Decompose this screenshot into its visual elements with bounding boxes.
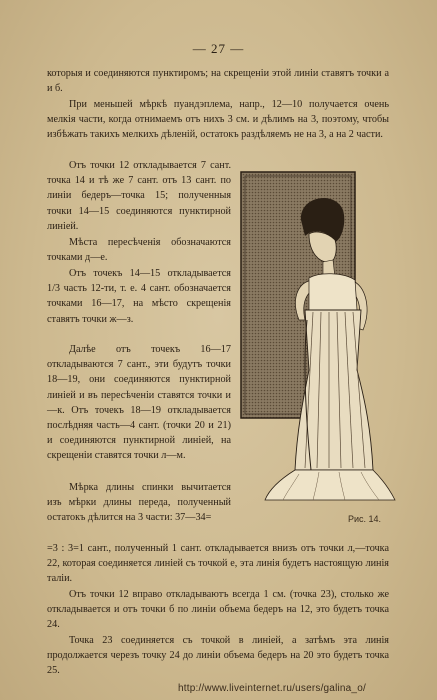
paragraph-8: =3 : 3=1 сант., полученный 1 сант. откладывается внизъ отъ точки л,—точка 22, которая соединяется линiей съ точкой е, эта линiя будетъ настоящую линiя талiи.: [47, 543, 389, 585]
paragraph-1: которыя и соединяются пунктиромъ; на скрещенiи этой линiи ставятъ точки а и б.: [47, 68, 389, 95]
corset-figure-illustration: [239, 170, 399, 504]
paragraph-3: Отъ точки 12 откладывается 7 сант. точка 14 и тѣ же 7 сант. отъ 13 сант. по линiи бедеръ—точка 15; полученныя точки 14—15 соединяются пунктирной линiей.: [47, 160, 231, 232]
paragraph-5: Отъ точекъ 14—15 откладывается 1/3 часть 12-ти, т. е. 4 сант. обозначается точками 16—17, на мѣсто скрещенiя ставятъ точки ж—з.: [47, 268, 231, 325]
page-number: — 27 —: [192, 41, 245, 56]
paragraph-7: Мѣрка длины спинки вычитается изъ мѣрки длины переда, полученный остатокъ дѣлится на 3 части: 37—34=: [47, 482, 231, 524]
paragraph-9: Отъ точки 12 вправо откладываютъ всегда 1 см. (точка 23), столько же откладывается и отъ точки б по линiи объема бедеръ на 12, это будетъ точка 24.: [47, 589, 389, 631]
paragraph-4: Мѣста пересѣченiя обозначаются точками д—е.: [47, 237, 231, 264]
paragraph-10: Точка 23 соединяется съ точкой в линiей, а затѣмъ эта линiя продолжается черезъ точку 24 до линiи объема бедеръ на 20 это будетъ точка 25.: [47, 635, 389, 677]
figure-caption: Рис. 14.: [348, 514, 382, 524]
paragraph-2: При меньшей мѣркѣ пуандэплема, напр., 12—10 получается очень мелкiя части, когда отнимаемъ отъ нихъ 3 см. и дѣлимъ на 3, поэтому, чтобы избѣжать такихъ мелкихъ дѣленiй, остатокъ раздѣляемъ не на 3, а на 2 части.: [47, 99, 389, 141]
watermark-url: http://www.liveinternet.ru/users/galina_o/: [178, 683, 366, 694]
paragraph-6: Далѣе отъ точекъ 16—17 откладываются 7 сант., эти будутъ точки 18—19, они соединяются пунктирной линiей и въ пересѣченiи ставятся точки и—к. Отъ точекъ 18—19 откладывается послѣдняя часть—4 сант. (точки 20 и 21) и соединяются пунктирной линiей, на скрещенiи ставятся точки л—м.: [47, 344, 231, 462]
